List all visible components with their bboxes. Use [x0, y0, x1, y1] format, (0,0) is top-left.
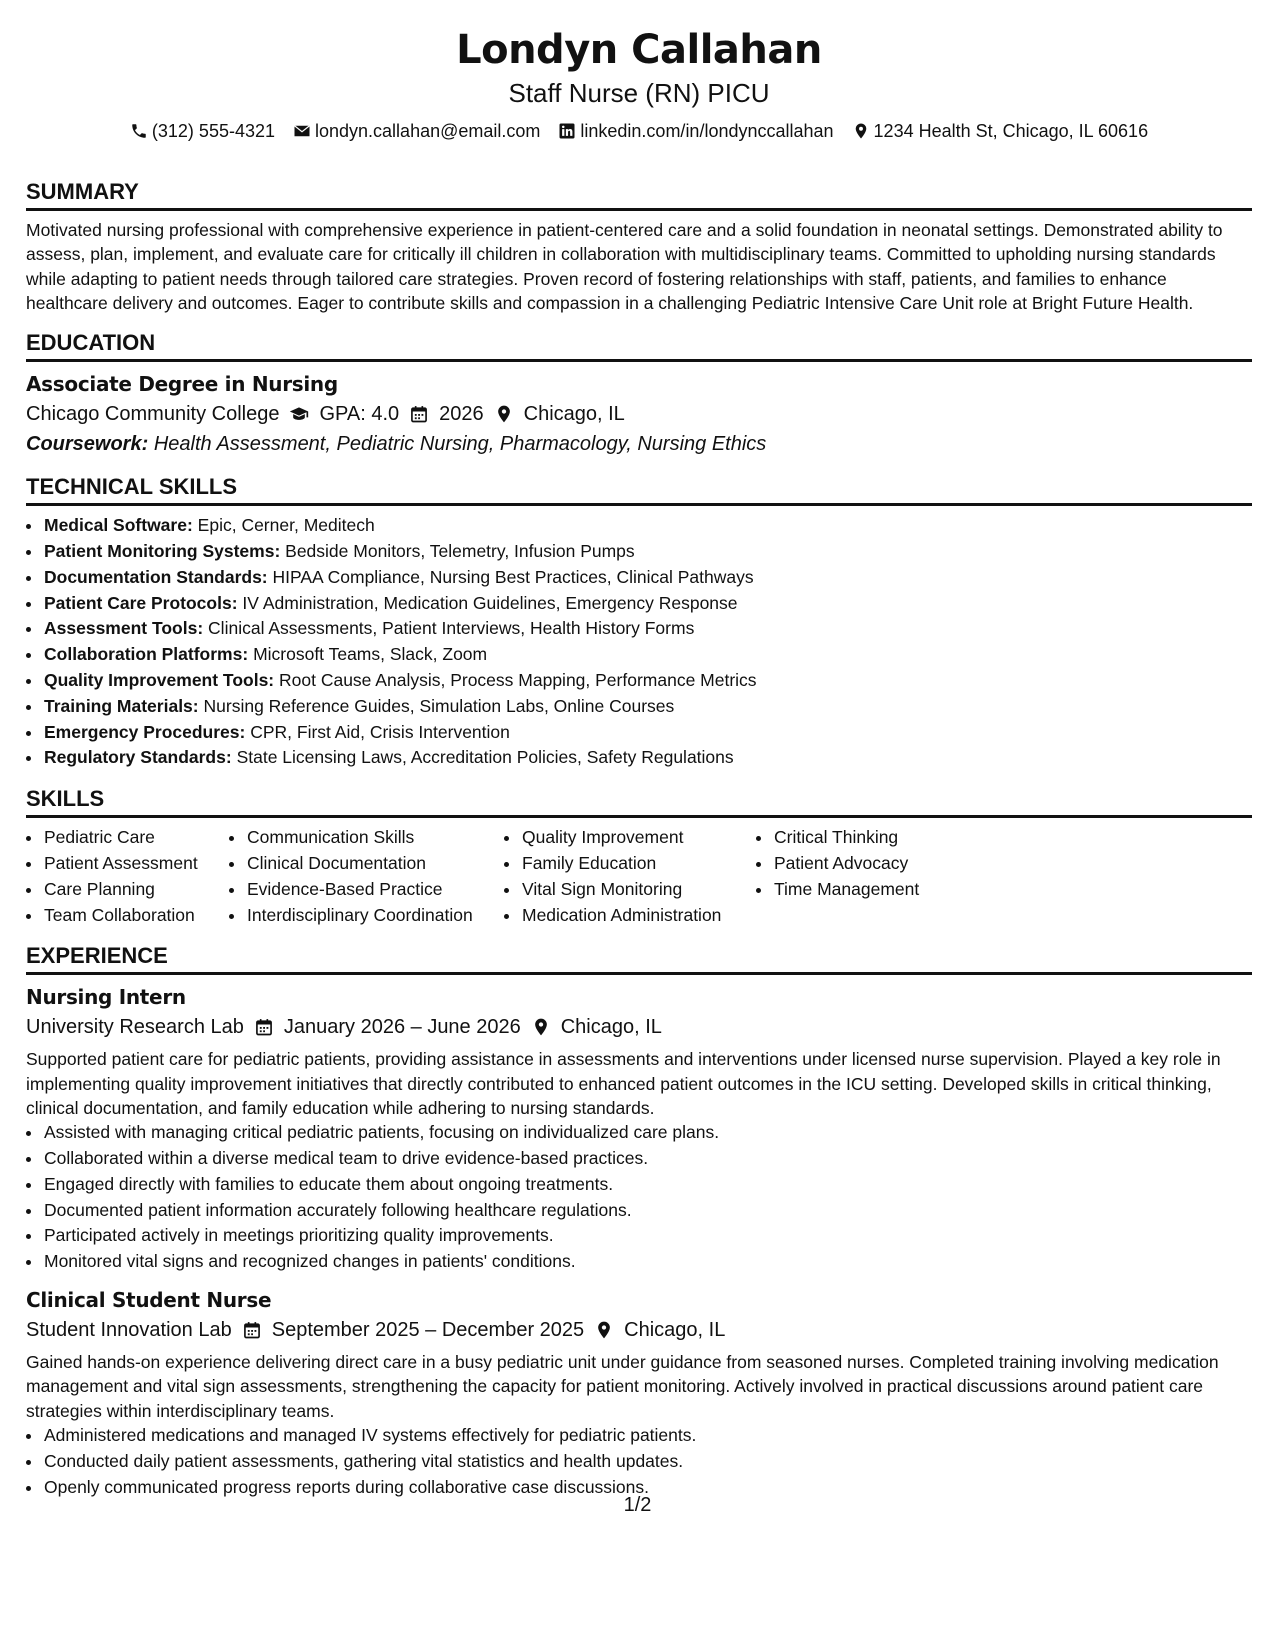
list-item	[43, 591, 1252, 617]
skills-column	[756, 825, 1003, 928]
contact-address	[852, 118, 1149, 144]
resume-page	[26, 0, 1252, 1500]
skill-category: Medical Software:	[44, 515, 193, 536]
skills-column	[26, 825, 229, 928]
list-item: • Vital Sign Monitoring	[521, 877, 756, 903]
education-location: Chicago, IL	[523, 403, 625, 426]
envelope-icon	[293, 122, 311, 140]
job-bullets	[26, 1120, 1252, 1275]
coursework-label: Coursework:	[26, 433, 149, 456]
skill-category: Regulatory Standards:	[44, 747, 232, 768]
list-item: • Documented patient information accurately following healthcare regulations.	[43, 1198, 1252, 1224]
skill-category: Documentation Standards:	[44, 566, 268, 587]
skill-values: Nursing Reference Guides, Simulation Labs, Online Courses	[203, 695, 675, 716]
list-item: • Administered medications and managed IV systems effectively for pediatric patients.	[43, 1423, 1252, 1449]
job-organization: University Research Lab	[26, 1016, 244, 1039]
job-meta	[26, 1315, 1252, 1345]
skill-values: Clinical Assessments, Patient Interviews, Health History Forms	[208, 618, 695, 639]
graduation-cap-icon	[289, 404, 309, 424]
job-meta	[26, 1012, 1252, 1042]
job-summary: Gained hands-on experience delivering direct care in a busy pediatric unit under guidance from seasoned nurses. Completed training involving medication management and vital sign assessments, strengthening the capacity for patient monitoring. Actively involved in practical discussions around patient care strategies within interdisciplinary teams.	[26, 1352, 1219, 1421]
list-item: • Communication Skills	[246, 825, 504, 851]
list-item: • Monitored vital signs and recognized changes in patients' conditions.	[43, 1249, 1252, 1275]
email-text: londyn.callahan@email.com	[315, 121, 541, 141]
list-item: • Time Management	[773, 877, 1003, 903]
skill-values: Root Cause Analysis, Process Mapping, Performance Metrics	[279, 669, 757, 690]
education-section	[26, 329, 1252, 459]
job-title: Nursing Intern	[26, 985, 186, 1010]
summary-text: Motivated nursing professional with comprehensive experience in patient-centered care and a solid foundation in neonatal settings. Demonstrated ability to assess, plan, implement, and evaluate care for critically ill children in collaboration with multidisciplinary teams. Committed to upholding nursing standards while adapting to patient needs through tailored care strategies. Proven record of fostering relationships with staff, patients, and families to enhance healthcare delivery and outcomes. Eager to contribute skills and compassion in a challenging Pediatric Intensive Care Unit role at Bright Future Health.	[26, 220, 1223, 313]
list-item	[43, 513, 1252, 539]
calendar-icon	[242, 1320, 262, 1340]
job-location: Chicago, IL	[624, 1319, 726, 1342]
linkedin-icon	[558, 122, 576, 140]
summary-section	[26, 178, 1252, 315]
skill-values: HIPAA Compliance, Nursing Best Practices, Clinical Pathways	[272, 566, 754, 587]
calendar-icon	[409, 404, 429, 424]
skill-category: Collaboration Platforms:	[44, 644, 249, 665]
list-item	[43, 720, 1252, 746]
skills-grid	[26, 825, 1252, 928]
list-item	[43, 565, 1252, 591]
list-item: • Pediatric Care	[43, 825, 229, 851]
skill-category: Quality Improvement Tools:	[44, 669, 275, 690]
degree-title: Associate Degree in Nursing	[26, 372, 338, 397]
list-item: • Conducted daily patient assessments, gathering vital statistics and health updates.	[43, 1449, 1252, 1475]
skills-section	[26, 785, 1252, 928]
list-item: • Participated actively in meetings prioritizing quality improvements.	[43, 1223, 1252, 1249]
phone-icon	[130, 122, 148, 140]
experience-heading: EXPERIENCE	[26, 942, 1252, 975]
job-location: Chicago, IL	[560, 1016, 662, 1039]
list-item: • Team Collaboration	[43, 903, 229, 929]
list-item: • Collaborated within a diverse medical team to drive evidence-based practices.	[43, 1146, 1252, 1172]
experience-entry	[26, 1285, 1252, 1500]
list-item: • Medication Administration	[521, 903, 756, 929]
list-item: • Assisted with managing critical pediatric patients, focusing on individualized care plans.	[43, 1120, 1252, 1146]
skill-category: Training Materials:	[44, 695, 199, 716]
skill-values: Bedside Monitors, Telemetry, Infusion Pumps	[285, 540, 635, 561]
map-pin-icon	[531, 1017, 551, 1037]
technical-skills-section	[26, 473, 1252, 771]
list-item: • Critical Thinking	[773, 825, 1003, 851]
list-item	[43, 616, 1252, 642]
calendar-icon	[254, 1017, 274, 1037]
gpa-text: GPA: 4.0	[319, 403, 400, 426]
list-item: • Openly communicated progress reports during collaborative case discussions.	[43, 1475, 1252, 1501]
skill-category: Patient Care Protocols:	[44, 592, 238, 613]
list-item: • Interdisciplinary Coordination	[246, 903, 504, 929]
list-item: • Family Education	[521, 851, 756, 877]
coursework-text: Health Assessment, Pediatric Nursing, Pharmacology, Nursing Ethics	[153, 433, 767, 456]
address-text: 1234 Health St, Chicago, IL 60616	[873, 121, 1149, 141]
job-dates: January 2026 – June 2026	[283, 1016, 521, 1039]
skill-values: IV Administration, Medication Guidelines, Emergency Response	[242, 592, 738, 613]
skills-column	[229, 825, 504, 928]
graduation-year: 2026	[439, 403, 484, 426]
list-item: • Quality Improvement	[521, 825, 756, 851]
technical-skills-list	[26, 513, 1252, 771]
experience-entry	[26, 982, 1252, 1275]
skill-values: Microsoft Teams, Slack, Zoom	[253, 644, 488, 665]
list-item: • Patient Assessment	[43, 851, 229, 877]
list-item	[43, 745, 1252, 771]
contact-email[interactable]	[293, 118, 540, 144]
list-item: • Patient Advocacy	[773, 851, 1003, 877]
skill-category: Patient Monitoring Systems:	[44, 540, 281, 561]
resume-header	[26, 24, 1252, 144]
skill-values: Epic, Cerner, Meditech	[197, 515, 375, 536]
job-bullets	[26, 1423, 1252, 1500]
technical-skills-heading: TECHNICAL SKILLS	[26, 473, 1252, 506]
skills-column	[504, 825, 756, 928]
list-item	[43, 668, 1252, 694]
contact-phone[interactable]	[130, 118, 275, 144]
job-dates: September 2025 – December 2025	[271, 1319, 585, 1342]
list-item	[43, 539, 1252, 565]
skill-category: Emergency Procedures:	[44, 721, 246, 742]
map-pin-icon	[494, 404, 514, 424]
experience-section	[26, 942, 1252, 1500]
education-heading: EDUCATION	[26, 329, 1252, 362]
phone-text: (312) 555-4321	[151, 121, 275, 141]
page-number: 1/2	[623, 1494, 652, 1516]
education-meta	[26, 399, 1252, 429]
job-organization: Student Innovation Lab	[26, 1319, 232, 1342]
list-item: • Engaged directly with families to educate them about ongoing treatments.	[43, 1172, 1252, 1198]
list-item: • Care Planning	[43, 877, 229, 903]
skill-values: CPR, First Aid, Crisis Intervention	[250, 721, 510, 742]
school-name: Chicago Community College	[26, 403, 280, 426]
map-pin-icon	[594, 1320, 614, 1340]
candidate-title: Staff Nurse (RN) PICU	[508, 78, 770, 108]
map-pin-icon	[852, 122, 870, 140]
candidate-name: Londyn Callahan	[456, 27, 822, 73]
summary-heading: SUMMARY	[26, 178, 1252, 211]
list-item: • Evidence-Based Practice	[246, 877, 504, 903]
coursework-line	[26, 429, 1252, 459]
skill-values: State Licensing Laws, Accreditation Policies, Safety Regulations	[236, 747, 734, 768]
job-title: Clinical Student Nurse	[26, 1288, 272, 1313]
linkedin-text: linkedin.com/in/londynccallahan	[580, 121, 834, 141]
skills-heading: SKILLS	[26, 785, 1252, 818]
contact-linkedin[interactable]	[558, 118, 833, 144]
job-summary: Supported patient care for pediatric patients, providing assistance in assessments and interventions under licensed nurse supervision. Played a key role in implementing quality improvement initiatives that directly contributed to enhanced patient outcomes in the ICU setting. Developed skills in critical thinking, clinical documentation, and family education while adhering to nursing standards.	[26, 1049, 1221, 1118]
skill-category: Assessment Tools:	[44, 618, 204, 639]
list-item	[43, 642, 1252, 668]
contact-info	[26, 118, 1252, 144]
list-item	[43, 694, 1252, 720]
list-item: • Clinical Documentation	[246, 851, 504, 877]
